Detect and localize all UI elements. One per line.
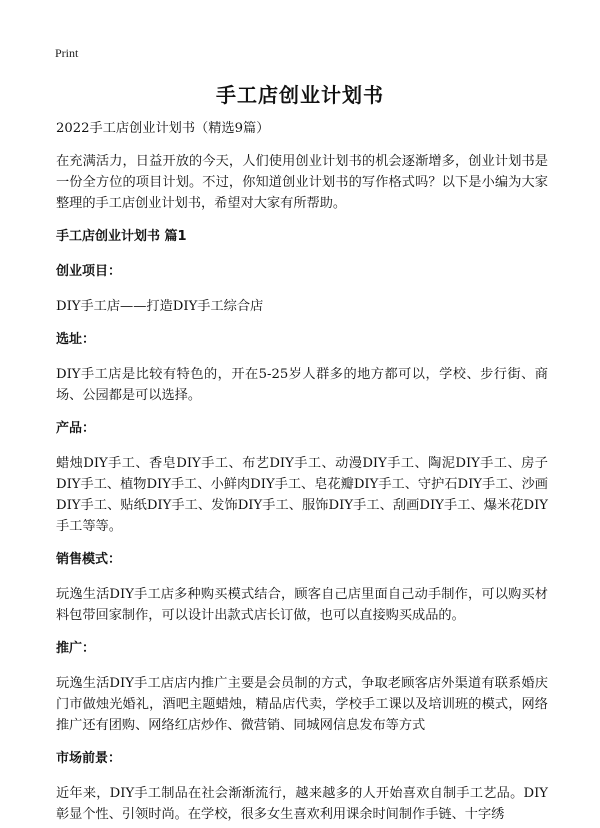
promo-paragraph: 玩逸生活DIY手工店店内推广主要是会员制的方式，争取老顾客店外渠道有联系婚庆门市做烛光婚礼，酒吧主题蜡烛，精品店代卖，学校手工课以及培训班的模式，网络推广还有团购、网络红店炒作、微营销、同城网信息发布等方式	[56, 676, 548, 733]
product-heading: 产品：	[56, 421, 96, 436]
project-paragraph: DIY手工店——打造DIY手工综合店	[56, 299, 264, 314]
promo-heading: 推广：	[56, 641, 96, 656]
market-heading: 市场前景：	[56, 751, 122, 766]
intro-paragraph: 在充满活力，日益开放的今天，人们使用创业计划书的机会逐渐增多，创业计划书是一份全方位的项目计划。不过，你知道创业计划书的写作格式吗？以下是小编为大家整理的手工店创业计划书，希望对大家有所帮助。	[56, 154, 548, 211]
project-heading: 创业项目：	[56, 264, 122, 279]
product-paragraph: 蜡烛DIY手工、香皂DIY手工、布艺DIY手工、动漫DIY手工、陶泥DIY手工、房子DIY手工、植物DIY手工、小鲜肉DIY手工、皂花瓣DIY手工、守护石DIY手工、沙画DIY手工、贴纸DIY手工、发饰DIY手工、服饰DIY手工、刮画DIY手工、爆米花DIY手工等等。	[56, 456, 548, 534]
market-paragraph: 近年来，DIY手工制品在社会渐渐流行，越来越多的人开始喜欢自制手工艺品。DIY彰显个性、引领时尚。在学校，很多女生喜欢利用课余时间制作手链、十字绣	[56, 786, 548, 822]
document-body	[56, 118, 548, 828]
sales-paragraph: 玩逸生活DIY手工店多种购买模式结合，顾客自己店里面自己动手制作，可以购买材料包带回家制作，可以设计出款式店长订做，也可以直接购买成品的。	[56, 587, 548, 623]
section-title: 手工店创业计划书 篇1	[56, 229, 187, 244]
location-heading: 选址：	[56, 332, 96, 347]
location-paragraph: DIY手工店是比较有特色的，开在5-25岁人群多的地方都可以，学校、步行街、商场、公园都是可以选择。	[56, 367, 548, 403]
page-title: 手工店创业计划书	[216, 83, 384, 107]
print-label: Print	[55, 46, 79, 60]
sales-heading: 销售模式：	[56, 552, 122, 567]
document-subtitle: 2022手工店创业计划书（精选9篇）	[56, 121, 270, 136]
